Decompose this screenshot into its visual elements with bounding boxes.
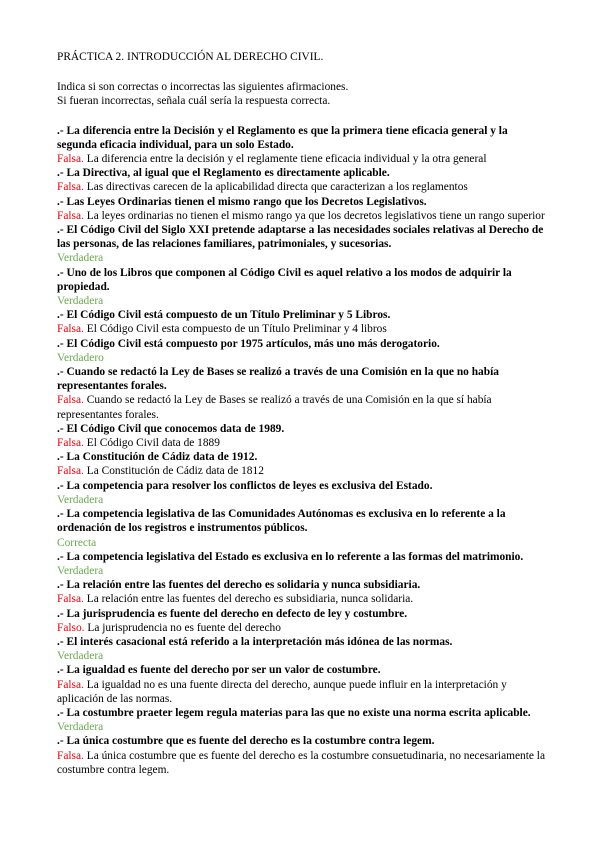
- true-label: Verdadera: [57, 493, 104, 506]
- instruction-line: Indica si son correctas o incorrectas las siguientes afirmaciones.: [57, 81, 349, 94]
- question-item: [57, 308, 547, 336]
- true-label: Correcta: [57, 536, 97, 549]
- instructions: [57, 80, 547, 108]
- question-item: [57, 124, 547, 167]
- question-item: [57, 266, 547, 309]
- question-list: [57, 124, 547, 777]
- document-title: PRÁCTICA 2. INTRODUCCIÓN AL DERECHO CIVIL.: [57, 51, 324, 63]
- answer-explanation: Cuando se redactó la Ley de Bases se realizó a través de una Comisión en la que sí había representantes forales.: [57, 394, 492, 421]
- question-item: [57, 734, 547, 777]
- false-label: Falsa.: [57, 465, 84, 478]
- answer-line: [57, 621, 547, 635]
- false-label: Falsa.: [57, 593, 84, 606]
- question-item: [57, 365, 547, 422]
- question-statement: .- La diferencia entre la Decisión y el Reglamento es que la primera tiene eficacia general y la segunda eficacia individual, para un solo Estado.: [57, 124, 508, 151]
- answer-line: [57, 152, 547, 166]
- answer-explanation: La diferencia entre la decisión y el reglamente tiene eficacia individual y la otra general: [83, 153, 487, 166]
- answer-line: [57, 649, 547, 663]
- answer-line: [57, 493, 547, 507]
- true-label: Verdadera: [57, 252, 104, 265]
- question-item: [57, 223, 547, 266]
- false-label: Falsa.: [57, 323, 84, 336]
- question-statement: .- La relación entre las fuentes del derecho es solidaria y nunca subsidiaria.: [57, 579, 421, 592]
- document-page: [57, 50, 547, 777]
- false-label: Falsa.: [57, 437, 84, 450]
- question-item: [57, 550, 547, 578]
- question-item: [57, 635, 547, 663]
- question-statement: .- La Constitución de Cádiz data de 1912.: [57, 451, 258, 464]
- question-item: [57, 663, 547, 706]
- question-item: [57, 195, 547, 223]
- answer-line: [57, 436, 547, 450]
- false-label: Falsa.: [57, 678, 84, 691]
- answer-line: [57, 536, 547, 550]
- question-item: [57, 422, 547, 450]
- answer-explanation: La Constitución de Cádiz data de 1812: [83, 465, 264, 478]
- question-item: [57, 507, 547, 550]
- question-statement: .- La costumbre praeter legem regula materias para las que no existe una norma escrita aplicable.: [57, 706, 531, 719]
- true-label: Verdadera: [57, 564, 104, 577]
- question-statement: .- La única costumbre que es fuente del derecho es la costumbre contra legem.: [57, 735, 435, 748]
- answer-explanation: Las directivas carecen de la aplicabilidad directa que caracterizan a los reglamentos: [83, 181, 468, 194]
- question-statement: .- El Código Civil está compuesto por 1975 artículos, más uno más derogatorio.: [57, 337, 440, 350]
- true-label: Verdadera: [57, 650, 104, 663]
- answer-line: [57, 322, 547, 336]
- false-label: Falsa.: [57, 394, 84, 407]
- answer-explanation: La única costumbre que es fuente del derecho es la costumbre consuetudinaria, no necesariamente la costumbre contra legem.: [57, 749, 546, 776]
- answer-explanation: La jurisprudencia no es fuente del derecho: [84, 621, 281, 634]
- question-statement: .- Uno de los Libros que componen al Código Civil es aquel relativo a los modos de adquirir la propiedad.: [57, 266, 512, 293]
- answer-line: [57, 464, 547, 478]
- question-item: [57, 479, 547, 507]
- question-item: [57, 607, 547, 635]
- answer-line: [57, 180, 547, 194]
- question-statement: .- Cuando se redactó la Ley de Bases se realizó a través de una Comisión en la que no había representantes forales.: [57, 366, 499, 393]
- question-statement: .- El interés casacional está referido a la interpretación más idónea de las normas.: [57, 635, 453, 648]
- answer-explanation: La leyes ordinarias no tienen el mismo rango ya que los decretos legislativos tiene un rango superior: [83, 209, 545, 222]
- question-item: [57, 706, 547, 734]
- answer-line: [57, 564, 547, 578]
- question-item: [57, 578, 547, 606]
- answer-line: [57, 351, 547, 365]
- answer-line: [57, 678, 547, 706]
- false-label: Falsa.: [57, 209, 84, 222]
- question-statement: .- El Código Civil está compuesto de un Título Preliminar y 5 Libros.: [57, 309, 391, 322]
- answer-line: [57, 393, 547, 421]
- answer-explanation: El Código Civil data de 1889: [83, 437, 220, 450]
- question-item: [57, 450, 547, 478]
- question-item: [57, 166, 547, 194]
- answer-line: [57, 592, 547, 606]
- question-statement: .- La competencia para resolver los conflictos de leyes es exclusiva del Estado.: [57, 479, 433, 492]
- false-label: Falsa.: [57, 181, 84, 194]
- question-statement: .- La jurisprudencia es fuente del derecho en defecto de ley y costumbre.: [57, 607, 408, 620]
- false-label: Falsa.: [57, 749, 84, 762]
- answer-explanation: La relación entre las fuentes del derecho es subsidiaria, nunca solidaria.: [83, 593, 414, 606]
- instruction-line: Si fueran incorrectas, señala cuál sería la respuesta correcta.: [57, 95, 331, 108]
- question-statement: .- El Código Civil que conocemos data de 1989.: [57, 422, 285, 435]
- answer-explanation: El Código Civil esta compuesto de un Título Preliminar y 4 libros: [83, 323, 387, 336]
- false-label: Falsa.: [57, 153, 84, 166]
- true-label: Verdadero: [57, 351, 104, 364]
- question-statement: .- Las Leyes Ordinarias tienen el mismo rango que los Decretos Legislativos.: [57, 195, 427, 208]
- answer-line: [57, 749, 547, 777]
- question-item: [57, 337, 547, 365]
- answer-line: [57, 209, 547, 223]
- answer-line: [57, 720, 547, 734]
- true-label: Verdadera: [57, 295, 104, 308]
- answer-explanation: La igualdad no es una fuente directa del derecho, aunque puede influir en la interpretación y aplicación de las normas.: [57, 678, 507, 705]
- question-statement: .- La competencia legislativa del Estado es exclusiva en lo referente a las formas del matrimonio.: [57, 550, 524, 563]
- question-statement: .- La competencia legislativa de las Comunidades Autónomas es exclusiva en lo referente a la ordenación de los registros e instrumentos públicos.: [57, 508, 506, 535]
- question-statement: .- La Directiva, al igual que el Reglamento es directamente aplicable.: [57, 167, 390, 180]
- answer-line: [57, 294, 547, 308]
- question-statement: .- La igualdad es fuente del derecho por ser un valor de costumbre.: [57, 664, 381, 677]
- false-label: Falso.: [57, 621, 85, 634]
- question-statement: .- El Código Civil del Siglo XXI pretende adaptarse a las necesidades sociales relativas al Derecho de las personas, de las relaciones familiares, patrimoniales, y sucesorias.: [57, 224, 544, 251]
- true-label: Verdadera: [57, 721, 104, 734]
- answer-line: [57, 251, 547, 265]
